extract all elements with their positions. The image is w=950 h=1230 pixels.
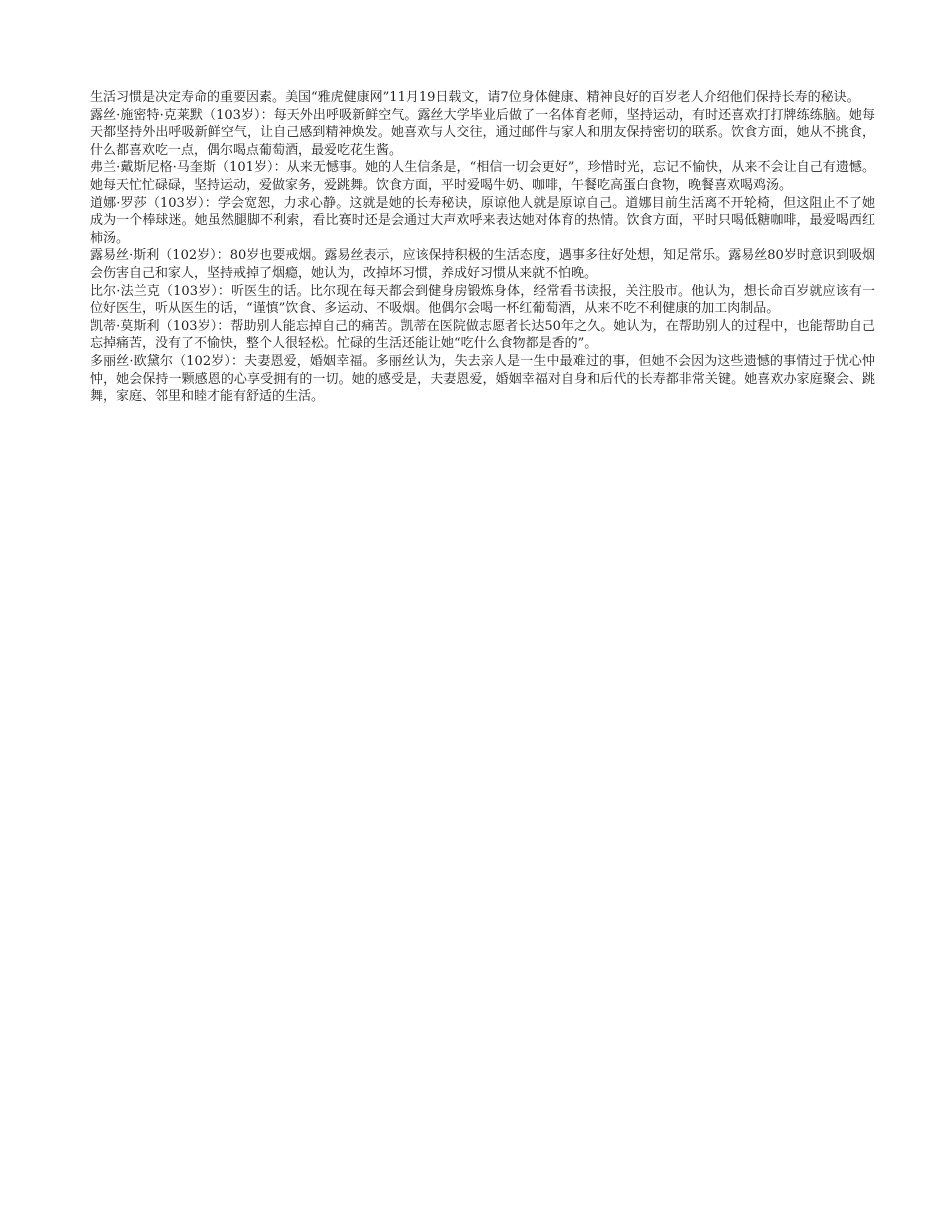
paragraph-donna-rosa: 道娜·罗莎（103岁）：学会宽恕，力求心静。这就是她的长寿秘诀，原谅他人就是原谅自己。道娜目前生活离不开轮椅，但这阻止不了她成为一个棒球迷。她虽然腿脚不利索，看比赛时还是会通过大声欢呼来表达她对体育的热情。饮食方面，平时只喝低糖咖啡，最爱喝西红柿汤。 [90, 195, 875, 246]
paragraph-ruth-schmidt-kramer: 露丝·施密特·克莱默（103岁）：每天外出呼吸新鲜空气。露丝大学毕业后做了一名体育老师，坚持运动，有时还喜欢打打牌练练脑。她每天都坚持外出呼吸新鲜空气，让自己感到精神焕发。她喜欢与人交往，通过邮件与家人和朋友保持密切的联系。饮食方面，她从不挑食，什么都喜欢吃一点，偶尔喝点葡萄酒，最爱吃花生酱。 [90, 107, 875, 158]
paragraph-doris-odell: 多丽丝·欧黛尔（102岁）：夫妻恩爱，婚姻幸福。多丽丝认为，失去亲人是一生中最难过的事，但她不会因为这些遗憾的事情过于忧心忡忡，她会保持一颗感恩的心享受拥有的一切。她的感受是，夫妻恩爱，婚姻幸福对自身和后代的长寿都非常关键。她喜欢办家庭聚会、跳舞，家庭、邻里和睦才能有舒适的生活。 [90, 353, 875, 405]
paragraph-fran-marquis: 弗兰·戴斯尼格·马奎斯（101岁）：从来无憾事。她的人生信条是，“相信一切会更好”，珍惜时光，忘记不愉快，从来不会让自己有遗憾。她每天忙忙碌碌，坚持运动，爱做家务，爱跳舞。饮食方面，平时爱喝牛奶、咖啡，午餐吃高蛋白食物，晚餐喜欢喝鸡汤。 [90, 160, 875, 193]
intro-paragraph: 生活习惯是决定寿命的重要因素。美国“雅虎健康网”11月19日载文，请7位身体健康、精神良好的百岁老人介绍他们保持长寿的秘诀。 [90, 90, 860, 105]
paragraph-katie-mosley: 凯蒂·莫斯利（103岁）：帮助别人能忘掉自己的痛苦。凯蒂在医院做志愿者长达50年之久。她认为，在帮助别人的过程中，也能帮助自己忘掉痛苦，没有了不愉快，整个人很轻松。忙碌的生活还能让她“吃什么食物都是香的”。 [90, 318, 875, 352]
paragraph-louise-sley: 露易丝·斯利（102岁）：80岁也要戒烟。露易丝表示，应该保持积极的生活态度，遇事多往好处想，知足常乐。露易丝80岁时意识到吸烟会伤害自己和家人，坚持戒掉了烟瘾，她认为，改掉坏习惯，养成好习惯从来就不怕晚。 [90, 248, 875, 281]
article-body [90, 89, 875, 406]
paragraph-bill-frank: 比尔·法兰克（103岁）：听医生的话。比尔现在每天都会到健身房锻炼身体，经常看书读报，关注股市。他认为，想长命百岁就应该有一位好医生，听从医生的话，“谨慎”饮食、多运动、不吸烟。他偶尔会喝一杯红葡萄酒，从来不吃不利健康的加工肉制品。 [90, 283, 875, 317]
